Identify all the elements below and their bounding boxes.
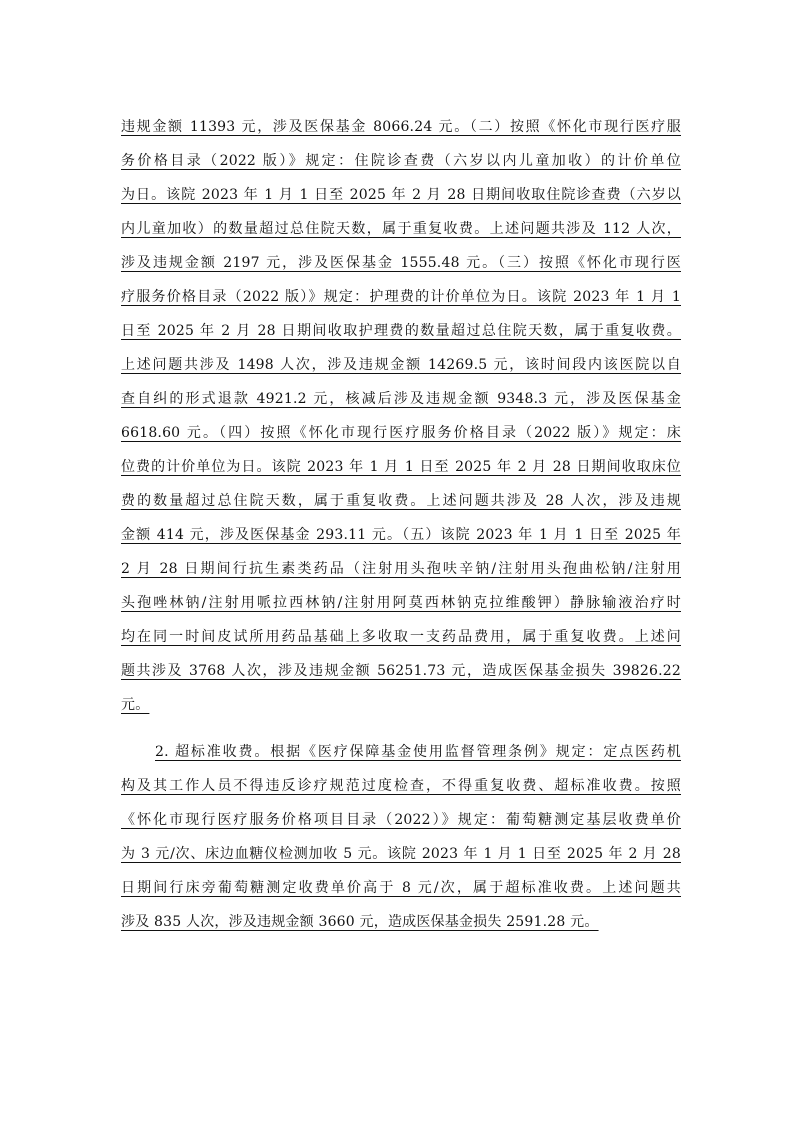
text-line: 违规金额 11393 元，涉及医保基金 8066.24 元。（二）按照《怀化市现行医疗服 — [121, 119, 681, 135]
text-line: 为日。该院 2023 年 1 月 1 日至 2025 年 2 月 28 日期间收取住院诊查费（六岁以 — [121, 187, 681, 203]
text-line: 6618.60 元。（四）按照《怀化市现行医疗服务价格目录（2022 版）》规定：床 — [121, 425, 681, 441]
text-line: 涉及违规金额 2197 元，涉及医保基金 1555.48 元。（三）按照《怀化市现行医 — [121, 255, 681, 271]
section-heading-line: 2. 超标准收费。根据《医疗保障基金使用监督管理条例》规定：定点医药机 — [155, 744, 681, 760]
text-line: 《怀化市现行医疗服务价格项目目录（2022）》规定：葡萄糖测定基层收费单价 — [121, 812, 681, 828]
text-line: 日期间行床旁葡萄糖测定收费单价高于 8 元/次，属于超标准收费。上述问题共 — [121, 880, 681, 896]
text-line: 均在同一时间皮试所用药品基础上多收取一支药品费用，属于重复收费。上述问 — [121, 629, 681, 645]
text-line: 查自纠的形式退款 4921.2 元，核减后涉及违规金额 9348.3 元，涉及医保基金 — [121, 391, 681, 407]
text-line: 位费的计价单位为日。该院 2023 年 1 月 1 日至 2025 年 2 月 28 日期间收取床位 — [121, 459, 681, 475]
text-line: 日至 2025 年 2 月 28 日期间收取护理费的数量超过总住院天数，属于重复收费。 — [121, 323, 681, 339]
text-line: 务价格目录（2022 版）》规定：住院诊查费（六岁以内儿童加收）的计价单位 — [121, 153, 681, 169]
text-line: 涉及 835 人次，涉及违规金额 3660 元，造成医保基金损失 2591.28 元。 — [121, 914, 599, 930]
text-line: 题共涉及 3768 人次，涉及违规金额 56251.73 元，造成医保基金损失 39826.22 — [121, 663, 681, 679]
text-line: 头孢唑林钠/注射用哌拉西林钠/注射用阿莫西林钠克拉维酸钾）静脉输液治疗时 — [121, 595, 681, 611]
text-line: 内儿童加收）的数量超过总住院天数，属于重复收费。上述问题共涉及 112 人次， — [121, 221, 681, 237]
text-line: 构及其工作人员不得违反诊疗规范过度检查，不得重复收费、超标准收费。按照 — [121, 778, 681, 794]
text-line: 疗服务价格目录（2022 版）》规定：护理费的计价单位为日。该院 2023 年 1 月 1 — [121, 289, 681, 305]
text-line: 上述问题共涉及 1498 人次，涉及违规金额 14269.5 元，该时间段内该医院以自 — [121, 357, 681, 373]
text-line: 2 月 28 日期间行抗生素类药品（注射用头孢呋辛钠/注射用头孢曲松钠/注射用 — [121, 561, 681, 577]
text-line: 为 3 元/次、床边血糖仪检测加收 5 元。该院 2023 年 1 月 1 日至 2025 年 2 月 28 — [121, 846, 681, 862]
text-line: 金额 414 元，涉及医保基金 293.11 元。（五）该院 2023 年 1 月 1 日至 2025 年 — [121, 527, 681, 543]
text-line: 元。 — [121, 697, 150, 713]
text-line: 费的数量超过总住院天数，属于重复收费。上述问题共涉及 28 人次，涉及违规 — [121, 493, 681, 509]
